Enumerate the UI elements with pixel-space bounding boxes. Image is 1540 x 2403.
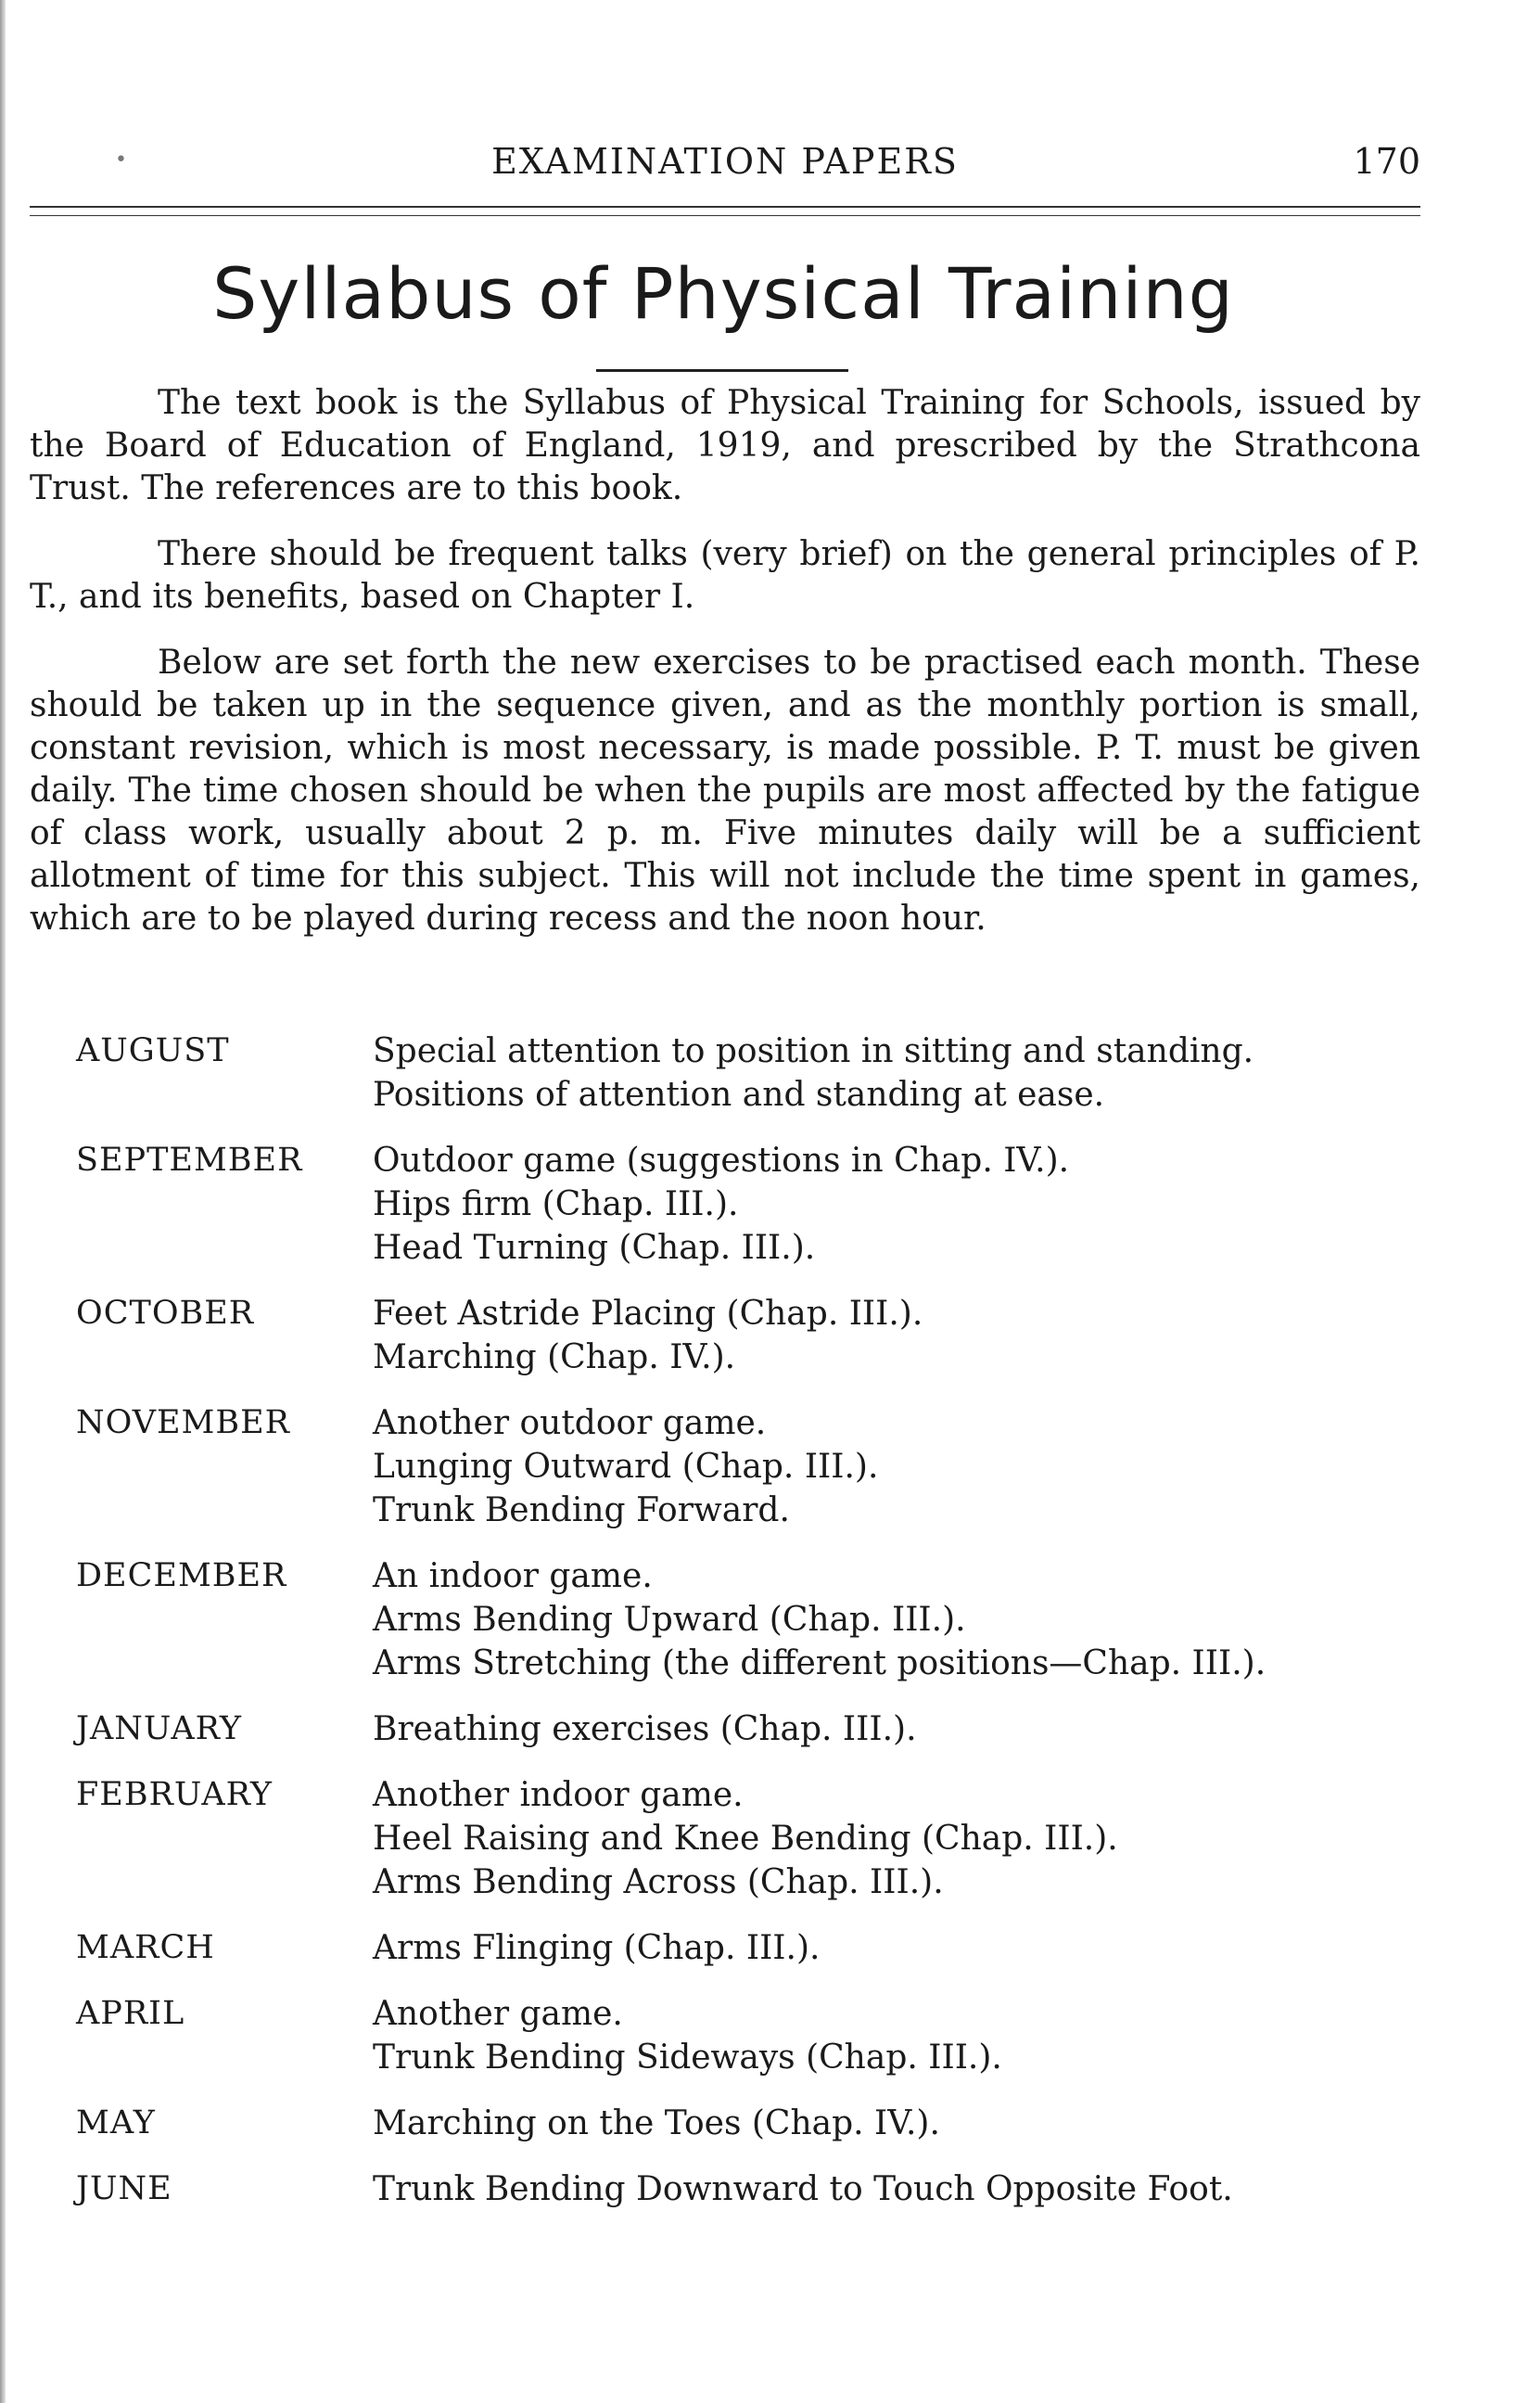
exercise-item: Arms Stretching (the different positions—Chap. III.).	[373, 1644, 1266, 1682]
exercise-item: Heel Raising and Knee Bending (Chap. III.).	[373, 1820, 1118, 1858]
month-label: MARCH	[76, 1929, 215, 1966]
exercise-list	[373, 1292, 1420, 1379]
month-label: APRIL	[76, 1995, 185, 2032]
exercise-item: An indoor game.	[373, 1557, 653, 1595]
exercise-list	[373, 1554, 1420, 1685]
month-label: SEPTEMBER	[76, 1142, 303, 1179]
schedule-row-december	[76, 1554, 1420, 1685]
exercise-list	[373, 1926, 1420, 1970]
paragraph-textbook: The text book is the Syllabus of Physical Training for Schools, issued by the Board of Education of England, 1919, and prescribed by the Strathcona Trust. The references are to this book.	[30, 384, 1420, 507]
month-label: DECEMBER	[76, 1557, 287, 1594]
header-rule	[30, 206, 1420, 208]
schedule-row-october	[76, 1292, 1420, 1379]
paragraph-exercises: Below are set forth the new exercises to be practised each month. These should be taken up in the sequence given, and as the monthly portion is small, constant revision, which is most necessary, is made possible. P. T. must be given daily. The time chosen should be when the pupils are most affected by the fatigue of class work, usually about 2 p. m. Five minutes daily will be a sufficient allotment of time for this subject. This will not include the time spent in games, which are to be played during recess and the noon hour.	[30, 644, 1420, 938]
schedule-row-january	[76, 1707, 1420, 1751]
schedule-row-february	[76, 1773, 1420, 1904]
schedule-row-april	[76, 1992, 1420, 2079]
exercise-item: Trunk Bending Downward to Touch Opposite Foot.	[373, 2170, 1233, 2208]
exercise-item: Trunk Bending Forward.	[373, 1491, 790, 1529]
page-title: Syllabus of Physical Training	[212, 252, 1234, 335]
exercise-item: Arms Bending Across (Chap. III.).	[373, 1863, 944, 1901]
exercise-item: Another indoor game.	[373, 1776, 744, 1814]
exercise-list	[373, 1773, 1420, 1904]
schedule-row-november	[76, 1401, 1420, 1532]
month-label: JUNE	[76, 2170, 172, 2207]
exercise-list	[373, 1401, 1420, 1532]
header-rule-thin	[30, 215, 1420, 216]
printer-mark-icon: •	[115, 148, 127, 172]
exercise-list	[373, 1029, 1420, 1117]
exercise-item: Breathing exercises (Chap. III.).	[373, 1710, 917, 1748]
schedule-row-march	[76, 1926, 1420, 1970]
schedule-row-september	[76, 1139, 1420, 1270]
exercise-list	[373, 1992, 1420, 2079]
exercise-list	[373, 2102, 1420, 2145]
page-number: 170	[1353, 141, 1420, 182]
intro-text	[30, 382, 1420, 964]
exercise-list	[373, 2167, 1420, 2211]
title-rule	[596, 369, 848, 372]
monthly-schedule	[76, 1029, 1420, 2233]
schedule-row-may	[76, 2102, 1420, 2145]
exercise-item: Positions of attention and standing at ease.	[373, 1076, 1105, 1114]
exercise-item: Arms Flinging (Chap. III.).	[373, 1929, 821, 1967]
exercise-item: Another outdoor game.	[373, 1404, 767, 1442]
month-label: MAY	[76, 2104, 156, 2141]
month-label: JANUARY	[76, 1710, 243, 1747]
exercise-item: Arms Bending Upward (Chap. III.).	[373, 1601, 966, 1639]
exercise-item: Marching (Chap. IV.).	[373, 1338, 736, 1376]
schedule-row-august	[76, 1029, 1420, 1117]
schedule-row-june	[76, 2167, 1420, 2211]
exercise-item: Feet Astride Placing (Chap. III.).	[373, 1295, 923, 1333]
exercise-list	[373, 1707, 1420, 1751]
exercise-list	[373, 1139, 1420, 1270]
running-head	[30, 139, 1420, 185]
page-edge-shadow	[0, 0, 6, 2403]
month-label: NOVEMBER	[76, 1404, 290, 1441]
exercise-item: Another game.	[373, 1995, 623, 2033]
exercise-item: Head Turning (Chap. III.).	[373, 1229, 816, 1267]
month-label: AUGUST	[76, 1032, 230, 1069]
exercise-item: Trunk Bending Sideways (Chap. III.).	[373, 2039, 1002, 2077]
month-label: FEBRUARY	[76, 1776, 273, 1813]
running-head-title: EXAMINATION PAPERS	[491, 141, 959, 182]
paragraph-talks: There should be frequent talks (very brief) on the general principles of P. T., and its benefits, based on Chapter I.	[30, 535, 1420, 616]
exercise-item: Outdoor game (suggestions in Chap. IV.).	[373, 1142, 1070, 1180]
exercise-item: Special attention to position in sitting and standing.	[373, 1032, 1254, 1070]
month-label: OCTOBER	[76, 1295, 255, 1332]
exercise-item: Marching on the Toes (Chap. IV.).	[373, 2104, 940, 2142]
exercise-item: Lunging Outward (Chap. III.).	[373, 1448, 879, 1486]
exercise-item: Hips firm (Chap. III.).	[373, 1185, 739, 1223]
